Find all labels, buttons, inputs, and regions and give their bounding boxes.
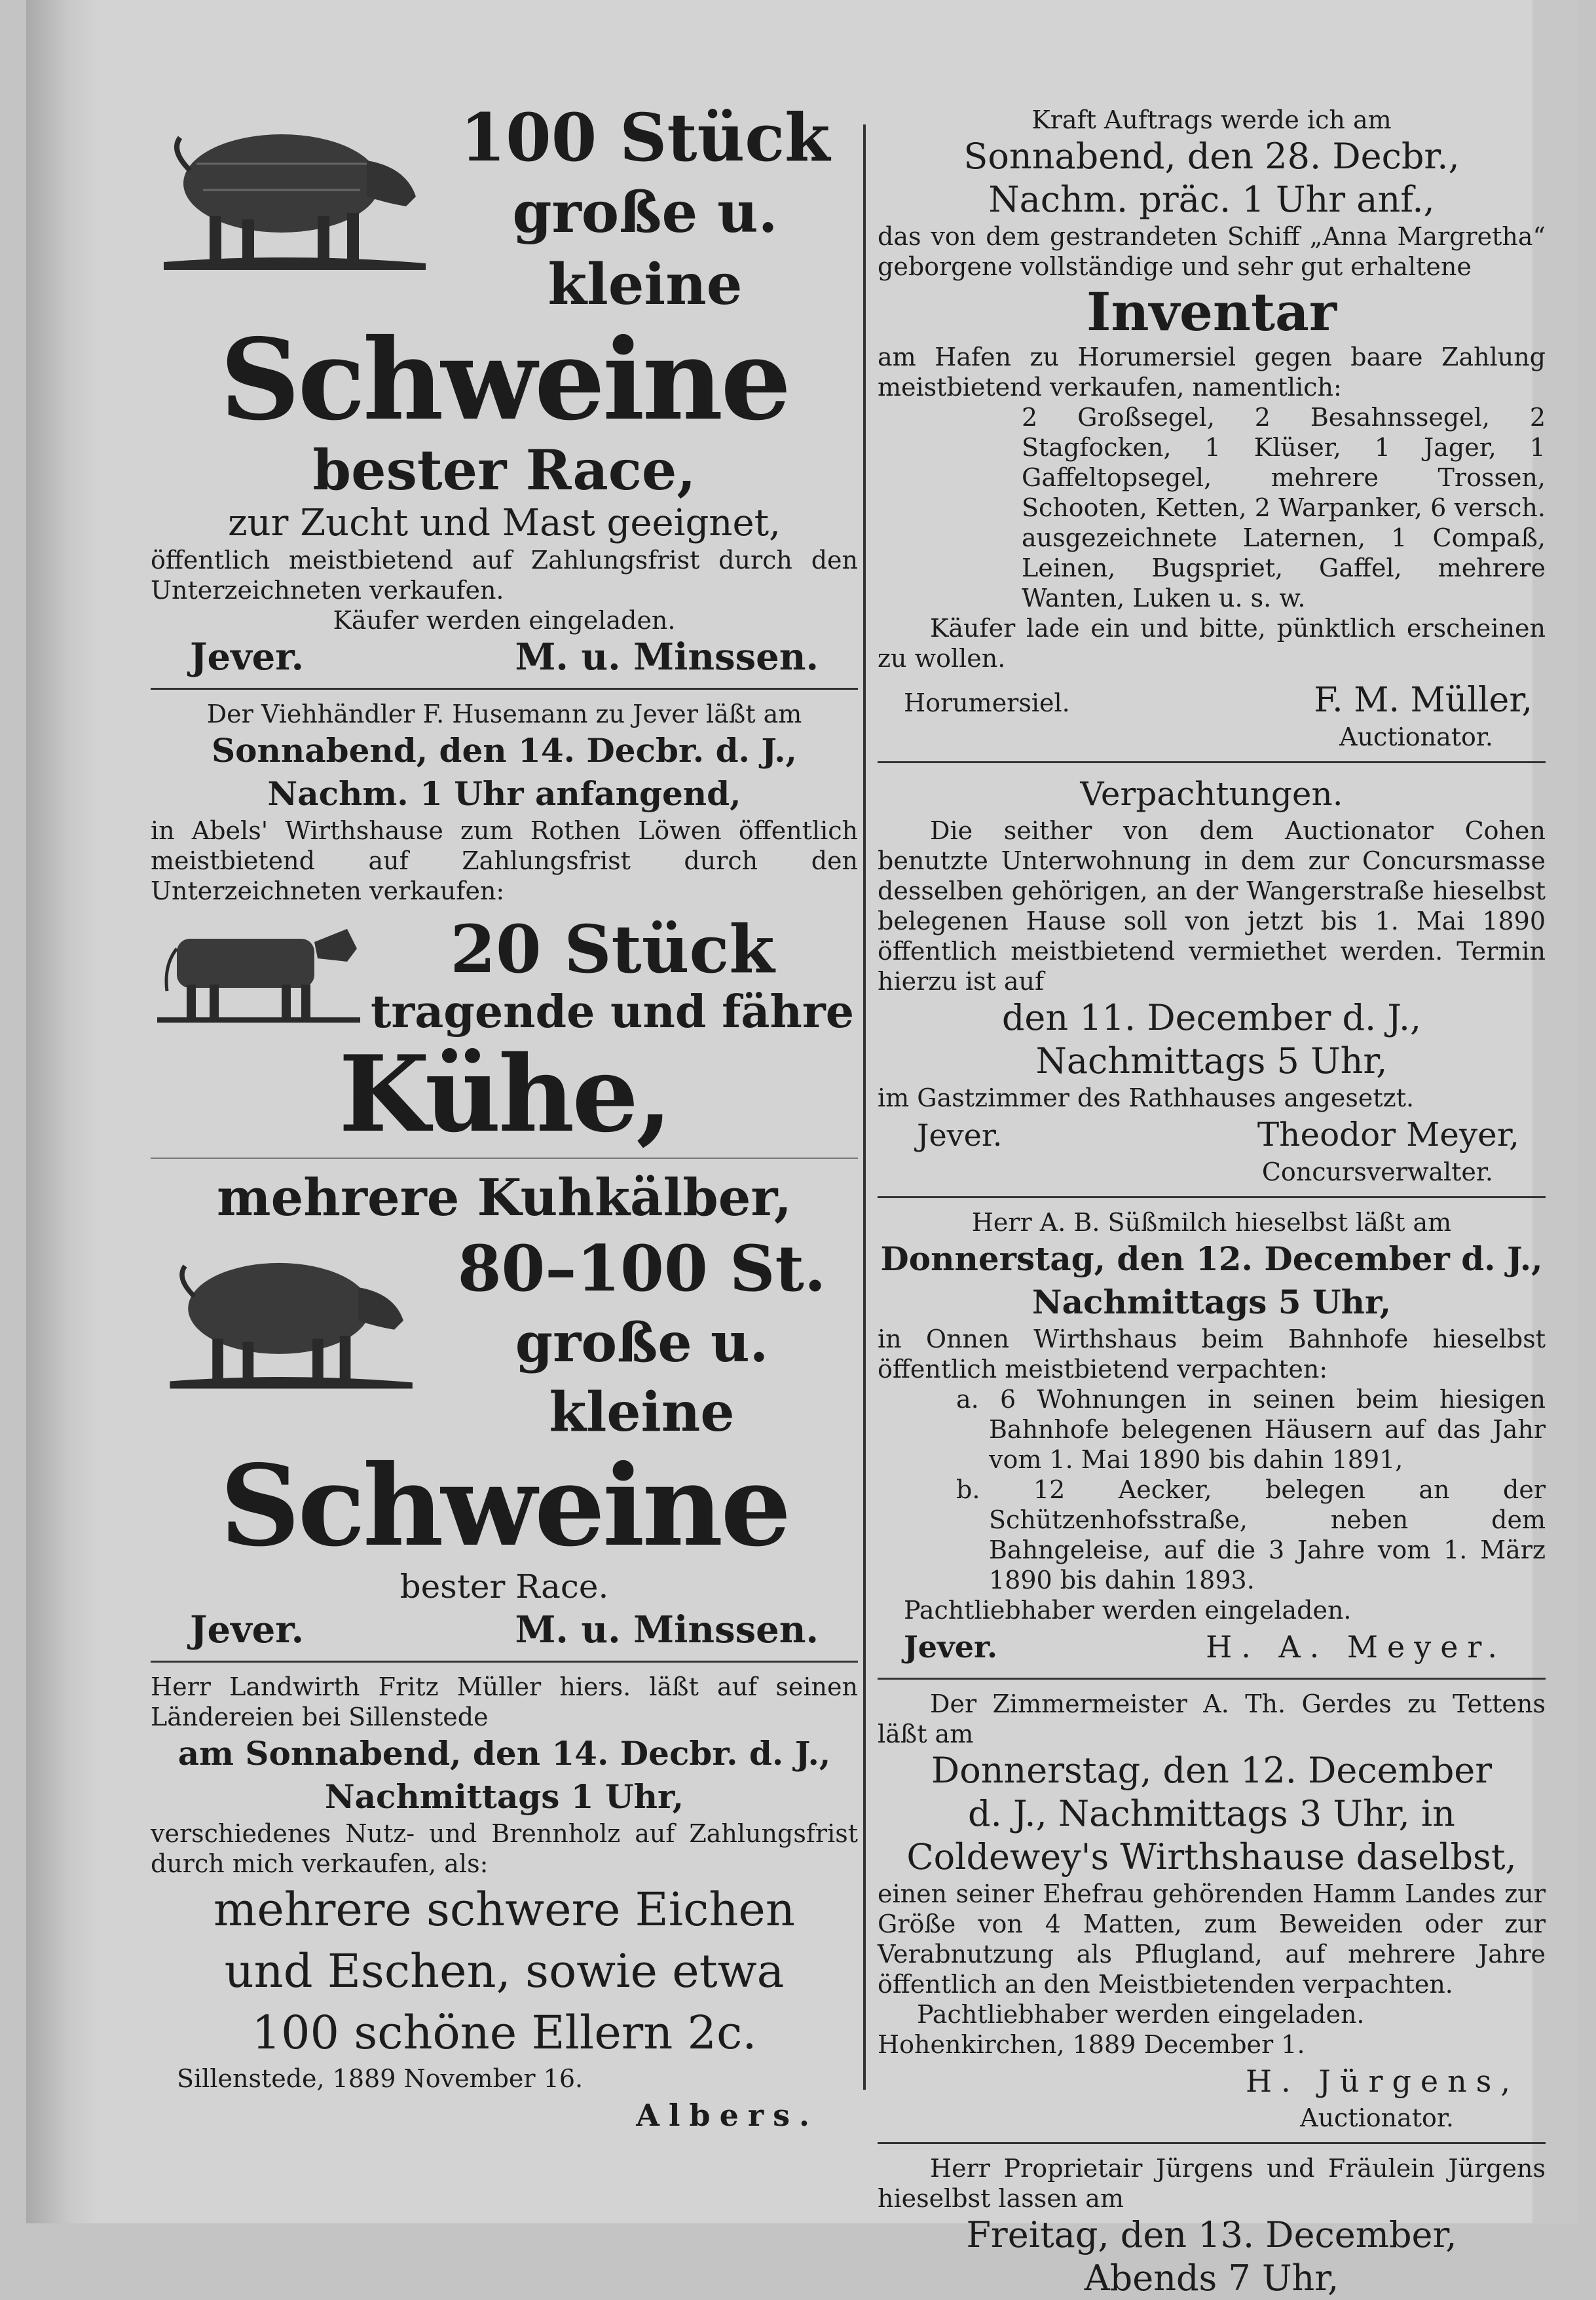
r-ad2-body: Die seither von dem Auctionator Cohen benutzte Unterwohnung in dem zur Concursmasse desselben gehörigen, an der Wangerstraße hieselbst belegenen Hause soll von jetzt bis 1. Mai 1890 öffentlich meistbietend vermiethet werden. Termin hierzu ist auf	[878, 816, 1546, 996]
r-ad1-date: Sonnabend, den 28. Decbr.,	[963, 136, 1460, 177]
r-ad2-location: im Gastzimmer des Rathhauses angesetzt.	[878, 1084, 1415, 1112]
ad2-place: Jever.	[190, 1608, 305, 1651]
ad-separator	[878, 1678, 1546, 1680]
r-ad2-place: Jever.	[917, 1118, 1003, 1153]
r-ad4-date-3: Coldewey's Wirthshause daselbst,	[906, 1836, 1517, 1877]
ad3-headline-1: mehrere schwere Eichen	[213, 1883, 795, 1936]
pig-illustration	[151, 1230, 426, 1393]
ad2-headline-7: Schweine	[219, 1441, 789, 1572]
column-divider	[863, 124, 866, 2090]
pig-sale-ad	[151, 98, 858, 679]
r-ad3-signer: H. A. Meyer.	[1206, 1629, 1506, 1665]
ad2-headline-6: große u. kleine	[515, 1311, 769, 1444]
r-ad5-date: Freitag, den 13. December,	[966, 2214, 1457, 2255]
r-ad2-signer-title: Concursverwalter.	[1261, 1158, 1493, 1186]
lease-notice-ad	[878, 772, 1546, 1187]
ad-separator	[878, 761, 1546, 763]
r-ad2-date: den 11. December d. J.,	[1001, 997, 1422, 1038]
r-ad4-dateline: Hohenkirchen, 1889 December 1.	[878, 2030, 1305, 2059]
r-ad1-place: Horumersiel.	[904, 688, 1070, 717]
ad1-line-1: zur Zucht und Mast geeignet,	[228, 502, 781, 544]
ad3-signer: Albers.	[636, 2098, 819, 2133]
ad1-headline-1: 100 Stück	[460, 99, 830, 176]
ad2-headline-4: mehrere Kuhkälber,	[217, 1168, 792, 1228]
cow-illustration	[151, 913, 367, 1024]
timber-sale-ad	[151, 1672, 858, 2137]
right-column	[878, 105, 1546, 2300]
ad1-headline-3: Schweine	[219, 314, 789, 445]
r-ad1-intro: Kraft Auftrags werde ich am	[1031, 105, 1392, 134]
r-ad4-signer: H. Jürgens,	[1246, 2064, 1519, 2099]
ad-separator	[151, 688, 858, 690]
ad2-time: Nachm. 1 Uhr anfangend,	[267, 774, 741, 813]
r-ad4-body: einen seiner Ehefrau gehörenden Hamm Landes zur Größe von 4 Matten, zum Beweiden oder zur Verabnutzung als Pflugland, auf mehrere Jahre öffentlich an den Meistbietenden verpachten.	[878, 1879, 1546, 1999]
ad3-dateline: Sillenstede, 1889 November 16.	[177, 2064, 584, 2093]
r-ad1-body-1: das von dem gestrandeten Schiff „Anna Margretha“ geborgene vollständige und sehr gut erhaltene	[878, 222, 1546, 281]
r-ad4-line-1: Pachtliebhaber werden eingeladen.	[917, 2000, 1365, 2029]
left-column	[151, 98, 858, 2137]
r-ad3-date: Donnerstag, den 12. December d. J.,	[880, 1239, 1543, 1278]
r-ad3-item-a: a. 6 Wohnungen in seinen beim hiesigen Bahnhofe belegenen Häusern auf das Jahr vom 1. Mai 1890 bis dahin 1891,	[956, 1385, 1546, 1474]
ad-separator	[878, 2142, 1546, 2144]
ad1-place: Jever.	[190, 635, 305, 679]
ad1-headline-2: große u. kleine	[512, 179, 778, 318]
ad2-signer: M. u. Minssen.	[515, 1608, 819, 1651]
ad2-date: Sonnabend, den 14. Decbr. d. J.,	[212, 731, 797, 770]
land-lease-ad	[878, 1689, 1546, 2133]
ad2-headline-3: Kühe,	[339, 1032, 670, 1156]
r-ad3-body: in Onnen Wirthshaus beim Bahnhofe hieselbst öffentlich meistbietend verpachten:	[878, 1325, 1546, 1384]
r-ad1-list: 2 Großsegel, 2 Besahnssegel, 2 Stagfocken, 1 Klüser, 1 Jager, 1 Gaffeltopsegel, mehrere Trossen, Schooten, Ketten, 2 Warpanker, 6 versch. ausgezeichnete Laternen, 1 Compaß, Leinen, Bugspriet, Gaffel, mehrere Wanten, Luken u. s. w.	[1022, 403, 1546, 613]
r-ad1-time: Nachm. präc. 1 Uhr anf.,	[988, 179, 1435, 220]
r-ad2-signer: Theodor Meyer,	[1257, 1116, 1519, 1154]
ad-separator	[151, 1661, 858, 1663]
r-ad3-item-b: b. 12 Aecker, belegen an der Schützenhofsstraße, neben dem Bahngeleise, auf die 3 Jahre vom 1. März 1890 bis dahin 1893.	[956, 1475, 1546, 1594]
inventory-auction-ad	[878, 105, 1546, 752]
r-ad5-intro: Herr Proprietair Jürgens und Fräulein Jürgens hieselbst lassen am	[878, 2154, 1546, 2213]
r-ad3-line-1: Pachtliebhaber werden eingeladen.	[904, 1596, 1352, 1625]
ad3-time: Nachmittags 1 Uhr,	[324, 1777, 684, 1816]
r-ad1-signer-title: Auctionator.	[1339, 723, 1493, 751]
ad3-headline-3: 100 schöne Ellern 2c.	[251, 2006, 757, 2060]
ad2-headline-1: 20 Stück	[450, 911, 775, 988]
ad2-body: in Abels' Wirthshause zum Rothen Löwen öffentlich meistbietend auf Zahlungsfrist durch den Unterzeichneten verkaufen:	[151, 816, 858, 905]
page-binding-shadow	[26, 0, 98, 2223]
ad1-headline-4: bester Race,	[312, 438, 696, 502]
r-ad4-date-2: d. J., Nachmittags 3 Uhr, in	[968, 1793, 1455, 1834]
ad3-headline-2: und Eschen, sowie etwa	[224, 1944, 785, 1998]
ad1-body: öffentlich meistbietend auf Zahlungsfrist durch den Unterzeichneten verkaufen.	[151, 546, 858, 605]
r-ad1-headline: Inventar	[1086, 281, 1337, 343]
cattle-sale-ad	[151, 699, 858, 1651]
r-ad4-intro: Der Zimmermeister A. Th. Gerdes zu Tettens läßt am	[878, 1689, 1546, 1748]
r-ad3-time: Nachmittags 5 Uhr,	[1031, 1283, 1392, 1321]
pig-illustration	[151, 98, 432, 275]
ad1-line-2: Käufer werden eingeladen.	[333, 606, 676, 635]
ad2-intro: Der Viehhändler F. Husemann zu Jever läßt am	[206, 700, 802, 728]
ad-separator	[878, 1196, 1546, 1198]
evening-notice-ad	[878, 2153, 1546, 2300]
r-ad4-signer-title: Auctionator.	[1300, 2103, 1454, 2132]
r-ad3-intro: Herr A. B. Süßmilch hieselbst läßt am	[971, 1208, 1452, 1237]
r-ad1-body-2: am Hafen zu Horumersiel gegen baare Zahlung meistbietend verkaufen, namentlich:	[878, 343, 1546, 402]
ad2-headline-5: 80–100 St.	[457, 1232, 826, 1306]
ad1-signer: M. u. Minssen.	[515, 635, 819, 679]
ad3-date: am Sonnabend, den 14. Decbr. d. J.,	[177, 1734, 831, 1773]
lease-offer-ad	[878, 1207, 1546, 1668]
r-ad3-place: Jever.	[904, 1629, 998, 1665]
r-ad2-title: Verpachtungen.	[1080, 775, 1343, 813]
ad2-headline-2: tragende und fähre	[371, 986, 854, 1038]
r-ad1-closing: Käufer lade ein und bitte, pünktlich erscheinen zu wollen.	[878, 614, 1546, 673]
r-ad2-time: Nachmittags 5 Uhr,	[1035, 1040, 1388, 1082]
r-ad4-date-1: Donnerstag, den 12. December	[931, 1750, 1493, 1791]
r-ad5-time: Abends 7 Uhr,	[1084, 2257, 1339, 2299]
ad2-line-1: bester Race.	[399, 1568, 609, 1606]
ad-inner-rule	[151, 1158, 858, 1159]
ad3-body: verschiedenes Nutz- und Brennholz auf Zahlungsfrist durch mich verkaufen, als:	[151, 1819, 858, 1878]
ad3-intro: Herr Landwirth Fritz Müller hiers. läßt auf seinen Ländereien bei Sillenstede	[151, 1672, 858, 1731]
r-ad1-signer: F. M. Müller,	[1314, 681, 1532, 720]
